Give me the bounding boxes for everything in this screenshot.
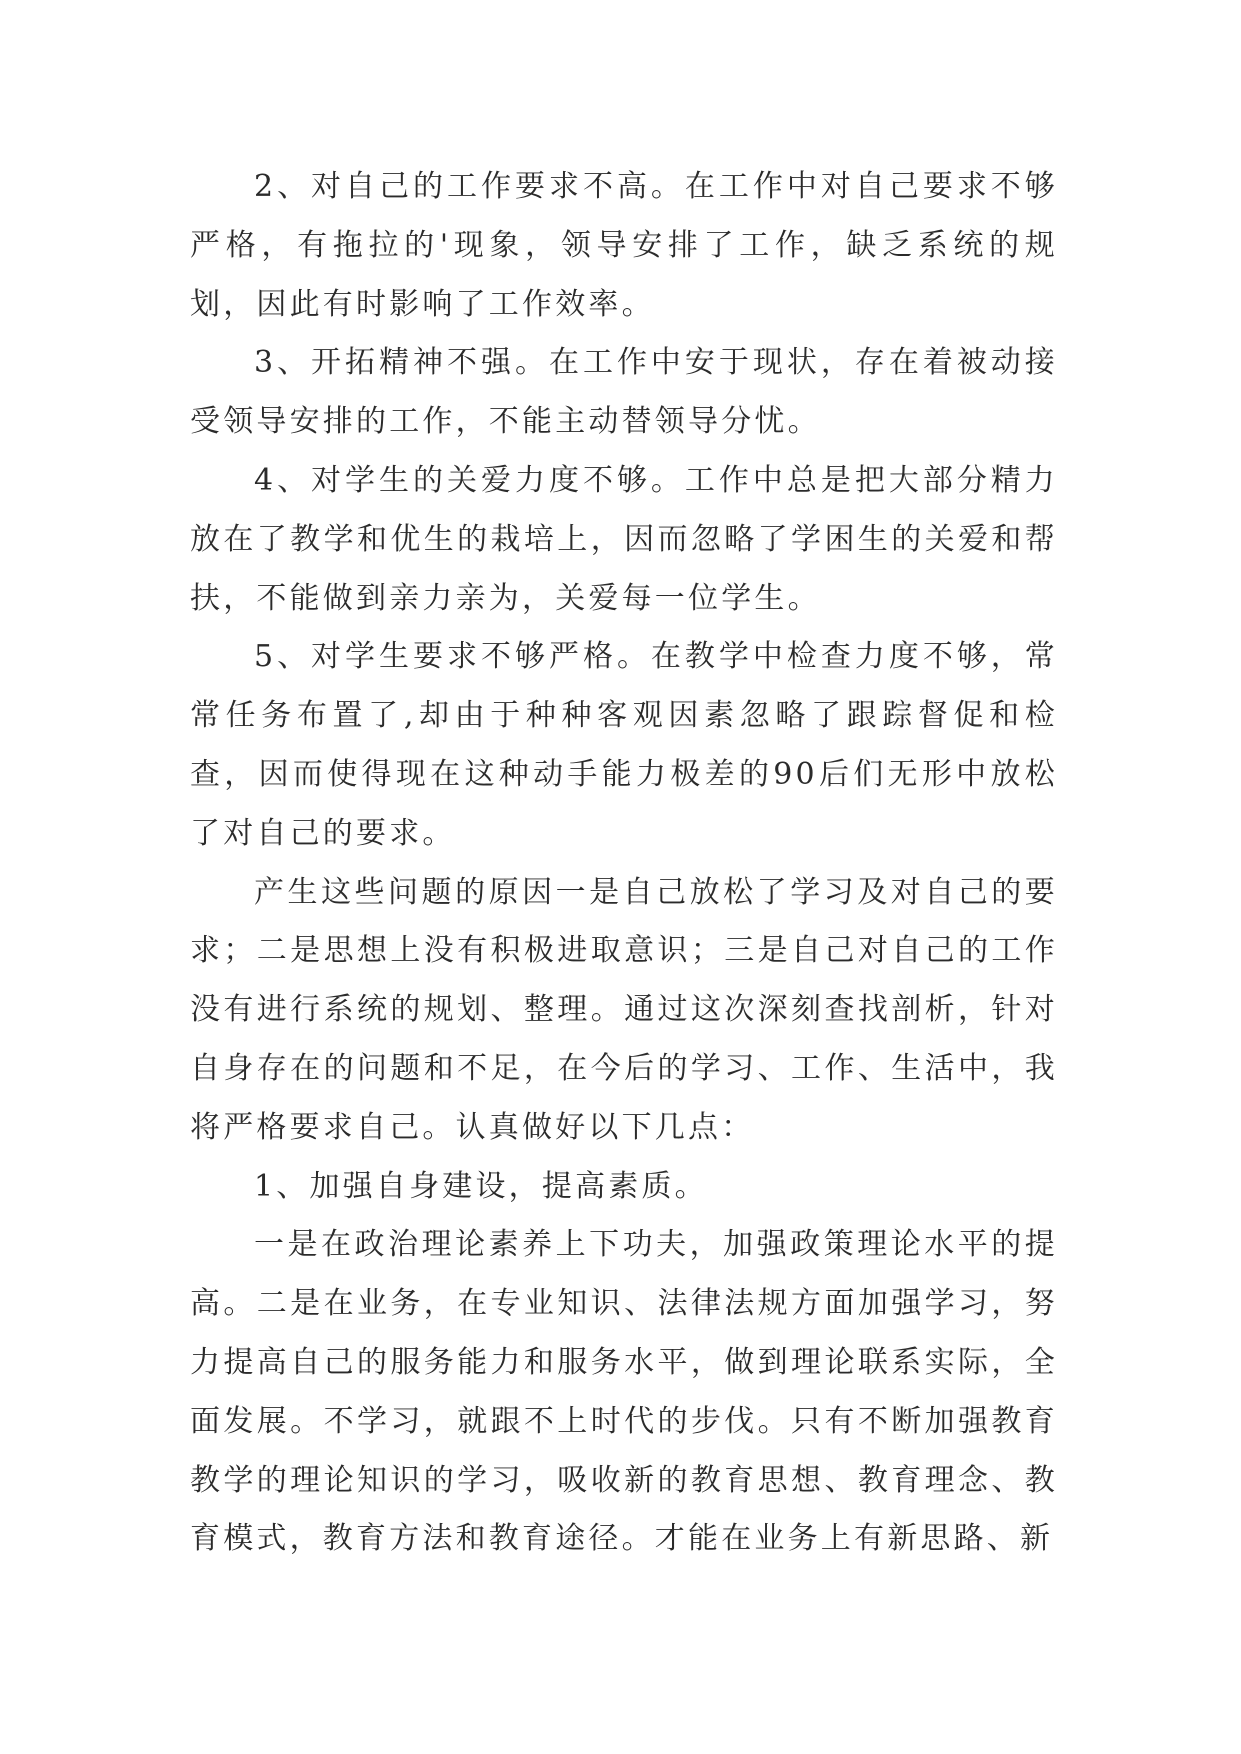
paragraph-point-1-body: 一是在政治理论素养上下功夫，加强政策理论水平的提高。二是在业务，在专业知识、法律法规方面加强学习，努力提高自己的服务能力和服务水平，做到理论联系实际，全面发展。不学习，就跟不上时代的步伐。只有不断加强教育教学的理论知识的学习，吸收新的教育思想、教育理念、教育模式，教育方法和教育途径。才能在业务上有新思路、新 bbox=[190, 1227, 1058, 1557]
paragraph-item-4: 4、对学生的关爱力度不够。工作中总是把大部分精力放在了教学和优生的栽培上，因而忽略了学困生的关爱和帮扶，不能做到亲力亲为，关爱每一位学生。 bbox=[190, 462, 1058, 616]
paragraph-item-3: 3、开拓精神不强。在工作中安于现状，存在着被动接受领导安排的工作，不能主动替领导分忧。 bbox=[190, 345, 1058, 440]
paragraph-item-2: 2、对自己的工作要求不高。在工作中对自己要求不够严格，有拖拉的'现象，领导安排了工作，缺乏系统的规划，因此有时影响了工作效率。 bbox=[190, 169, 1058, 322]
document-body bbox=[190, 158, 1058, 1569]
paragraph-causes: 产生这些问题的原因一是自己放松了学习及对自己的要求；二是思想上没有积极进取意识；三是自己对自己的工作没有进行系统的规划、整理。通过这次深刻查找剖析，针对自身存在的问题和不足，在今后的学习、工作、生活中，我将严格要求自己。认真做好以下几点： bbox=[190, 874, 1058, 1145]
paragraph-point-1-heading: 1、加强自身建设，提高素质。 bbox=[254, 1168, 708, 1204]
paragraph-item-5: 5、对学生要求不够严格。在教学中检查力度不够，常常任务布置了,却由于种种客观因素忽略了跟踪督促和检查，因而使得现在这种动手能力极差的90后们无形中放松了对自己的要求。 bbox=[190, 639, 1058, 851]
